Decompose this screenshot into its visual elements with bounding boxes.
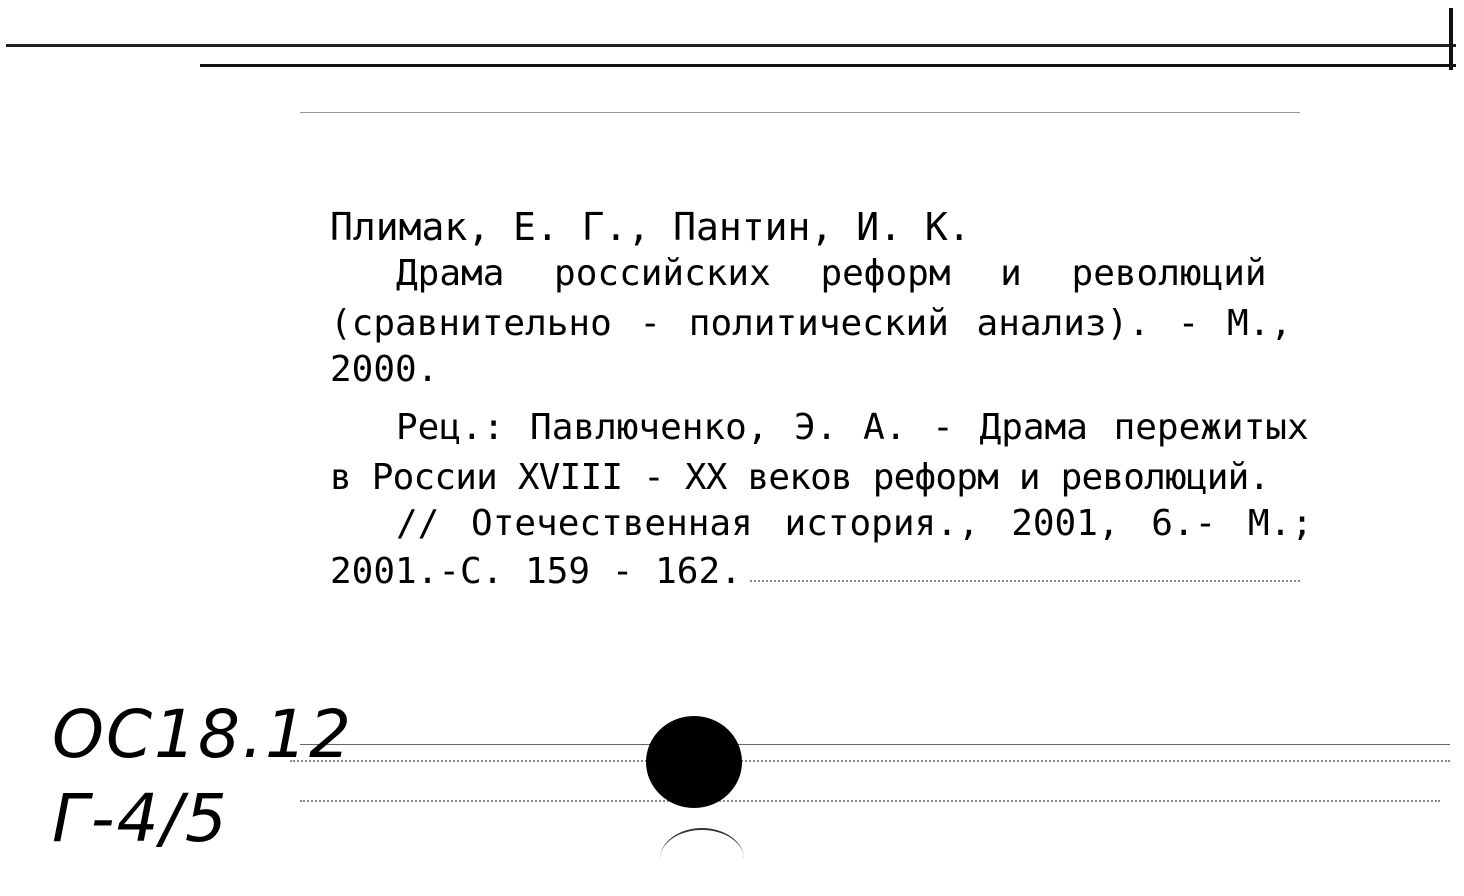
top-border-line <box>6 44 1456 47</box>
punch-hole <box>646 716 742 808</box>
review-line-1: Рец.: Павлюченко, Э. А. - Драма пережитых <box>396 407 1309 448</box>
title-line-3: 2000. <box>330 349 439 390</box>
review-line-2: в России XVIII - XX веков реформ и революций. <box>330 457 1270 498</box>
scan-noise-line <box>300 744 1450 745</box>
authors: Плимак, Е. Г., Пантин, И. К. <box>330 205 971 249</box>
scan-noise-line <box>300 112 1300 113</box>
top-border-line-inner <box>200 64 1456 67</box>
shelf-mark-line-2: Г-4/5 <box>52 780 229 857</box>
punch-hole-arc <box>660 828 744 890</box>
review-line-4: 2001.-С. 159 - 162. <box>330 551 742 592</box>
title-line-2: (сравнительно - политический анализ). - М., <box>330 303 1292 344</box>
scan-noise-dots <box>300 800 1440 802</box>
scan-noise-dots <box>750 580 1300 582</box>
review-line-3: // Отечественная история., 2001, 6.- М.; <box>396 503 1313 544</box>
right-edge-mark <box>1449 8 1453 70</box>
shelf-mark-line-1: ОС18.12 <box>52 696 353 773</box>
scan-noise-dots <box>290 760 1450 762</box>
title-line-1: Драма российских реформ и революций <box>396 253 1267 294</box>
